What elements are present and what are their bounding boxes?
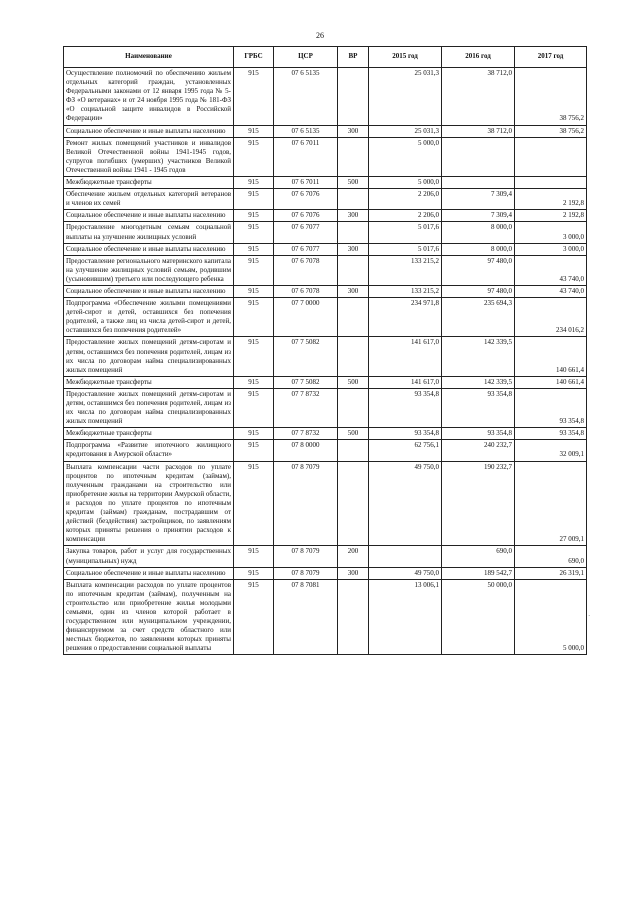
column-header-vr: ВР <box>338 47 369 68</box>
row-2015-cell: 5 017,6 <box>369 222 442 243</box>
row-grbs-cell: 915 <box>234 298 274 337</box>
row-2016-cell: 7 309,4 <box>442 189 515 210</box>
row-name-cell: Социальное обеспечение и иные выплаты населению <box>64 125 234 137</box>
row-csr-cell: 07 6 7078 <box>274 285 338 297</box>
row-2016-cell: 142 339,5 <box>442 376 515 388</box>
row-2015-cell: 62 756,1 <box>369 440 442 461</box>
page-number: 26 <box>316 31 324 40</box>
row-name-cell: Закупка товаров, работ и услуг для государственных (муниципальных) нужд <box>64 546 234 567</box>
row-2016-cell: 38 712,0 <box>442 68 515 126</box>
row-name-cell: Выплата компенсации расходов по уплате процентов по ипотечным кредитам (займам), полученным на строительство или приобретение жилья молодыми семьями, один из членов которой работает в государственном или муниципальном учреждении, финансируемом за счет средств областного или местных бюджетов, по заявлениям которых приняты решения о предоставлении социальной выплаты <box>64 579 234 655</box>
row-grbs-cell: 915 <box>234 189 274 210</box>
row-2017-cell: 2 192,8 <box>515 210 587 222</box>
row-2016-cell: 235 694,3 <box>442 298 515 337</box>
row-csr-cell: 07 6 7011 <box>274 137 338 176</box>
row-csr-cell: 07 7 8732 <box>274 428 338 440</box>
row-csr-cell: 07 6 7078 <box>274 255 338 285</box>
row-2017-cell: 140 661,4 <box>515 376 587 388</box>
row-name-cell: Подпрограмма «Развитие ипотечного жилищного кредитования в Амурской области» <box>64 440 234 461</box>
row-csr-cell: 07 6 7011 <box>274 177 338 189</box>
column-header-2016: 2016 год <box>442 47 515 68</box>
row-2017-cell: 93 354,8 <box>515 388 587 427</box>
row-2016-cell: 93 354,8 <box>442 428 515 440</box>
row-name-cell: Межбюджетные трансферты <box>64 177 234 189</box>
row-2016-cell: 190 232,7 <box>442 461 515 546</box>
row-vr-cell: 200 <box>338 546 369 567</box>
row-grbs-cell: 915 <box>234 137 274 176</box>
row-name-cell: Предоставление жилых помещений детям-сиротам и детям, оставшимся без попечения родителей, лицам из их числа по договорам найма специализированных жилых помещений <box>64 337 234 376</box>
row-2017-cell: 690,0 <box>515 546 587 567</box>
row-grbs-cell: 915 <box>234 428 274 440</box>
row-csr-cell: 07 7 0000 <box>274 298 338 337</box>
table-row <box>64 222 587 243</box>
row-2015-cell: 93 354,8 <box>369 388 442 427</box>
row-2017-cell: 5 000,0 <box>515 579 587 655</box>
row-2017-cell: 26 319,1 <box>515 567 587 579</box>
row-csr-cell: 07 6 5135 <box>274 125 338 137</box>
row-2015-cell: 133 215,2 <box>369 255 442 285</box>
row-vr-cell <box>338 579 369 655</box>
row-2015-cell: 5 017,6 <box>369 243 442 255</box>
row-grbs-cell: 915 <box>234 210 274 222</box>
row-vr-cell: 500 <box>338 428 369 440</box>
row-2017-cell: 93 354,8 <box>515 428 587 440</box>
margin-mark: · <box>588 612 591 620</box>
row-2016-cell: 50 000,0 <box>442 579 515 655</box>
row-vr-cell <box>338 68 369 126</box>
table-row <box>64 255 587 285</box>
row-csr-cell: 07 6 7077 <box>274 222 338 243</box>
row-2017-cell <box>515 177 587 189</box>
row-csr-cell: 07 7 8732 <box>274 388 338 427</box>
row-csr-cell: 07 8 7079 <box>274 567 338 579</box>
column-header-name: Наименование <box>64 47 234 68</box>
row-2016-cell <box>442 137 515 176</box>
row-2017-cell: 3 000,0 <box>515 243 587 255</box>
row-2015-cell: 2 206,0 <box>369 189 442 210</box>
row-csr-cell: 07 8 7081 <box>274 579 338 655</box>
row-grbs-cell: 915 <box>234 440 274 461</box>
row-csr-cell: 07 7 5082 <box>274 376 338 388</box>
row-2016-cell: 93 354,8 <box>442 388 515 427</box>
row-2015-cell <box>369 546 442 567</box>
row-2017-cell <box>515 137 587 176</box>
table-header-row <box>64 47 587 68</box>
row-2017-cell: 234 016,2 <box>515 298 587 337</box>
row-name-cell: Социальное обеспечение и иные выплаты населению <box>64 243 234 255</box>
table-row <box>64 567 587 579</box>
column-header-csr: ЦСР <box>274 47 338 68</box>
row-2017-cell: 27 009,1 <box>515 461 587 546</box>
row-grbs-cell: 915 <box>234 285 274 297</box>
table-row <box>64 388 587 427</box>
row-2017-cell: 43 740,0 <box>515 255 587 285</box>
row-2015-cell: 2 206,0 <box>369 210 442 222</box>
row-2017-cell: 38 756,2 <box>515 125 587 137</box>
row-grbs-cell: 915 <box>234 579 274 655</box>
row-2017-cell: 3 000,0 <box>515 222 587 243</box>
table-row <box>64 210 587 222</box>
row-2016-cell: 38 712,0 <box>442 125 515 137</box>
row-csr-cell: 07 6 5135 <box>274 68 338 126</box>
row-name-cell: Межбюджетные трансферты <box>64 376 234 388</box>
row-2016-cell: 97 480,0 <box>442 255 515 285</box>
row-name-cell: Социальное обеспечение и иные выплаты населению <box>64 210 234 222</box>
row-name-cell: Межбюджетные трансферты <box>64 428 234 440</box>
table-row <box>64 546 587 567</box>
row-name-cell: Предоставление регионального материнского капитала на улучшение жилищных условий семьям, родившим (усыновившим) третьего или последующего ребенка <box>64 255 234 285</box>
row-2015-cell: 234 971,8 <box>369 298 442 337</box>
table-row <box>64 125 587 137</box>
row-name-cell: Предоставление жилых помещений детям-сиротам и детям, оставшимся без попечения родителей, лицам из их числа по договорам найма специализированных жилых помещений <box>64 388 234 427</box>
row-vr-cell: 300 <box>338 125 369 137</box>
row-csr-cell: 07 8 7079 <box>274 546 338 567</box>
row-2016-cell: 7 309,4 <box>442 210 515 222</box>
row-2015-cell: 141 617,0 <box>369 376 442 388</box>
row-name-cell: Социальное обеспечение и иные выплаты населению <box>64 285 234 297</box>
row-vr-cell <box>338 298 369 337</box>
row-csr-cell: 07 6 7076 <box>274 210 338 222</box>
row-grbs-cell: 915 <box>234 567 274 579</box>
row-2015-cell: 25 031,3 <box>369 68 442 126</box>
table-row <box>64 440 587 461</box>
row-name-cell: Обеспечение жильем отдельных категорий ветеранов и членов их семей <box>64 189 234 210</box>
table-row <box>64 243 587 255</box>
row-vr-cell: 300 <box>338 285 369 297</box>
row-csr-cell: 07 8 7079 <box>274 461 338 546</box>
row-vr-cell: 300 <box>338 243 369 255</box>
row-grbs-cell: 915 <box>234 376 274 388</box>
table-row <box>64 579 587 655</box>
row-vr-cell <box>338 137 369 176</box>
table-row <box>64 298 587 337</box>
row-2016-cell: 142 339,5 <box>442 337 515 376</box>
row-name-cell: Социальное обеспечение и иные выплаты населению <box>64 567 234 579</box>
row-vr-cell: 500 <box>338 177 369 189</box>
table-row <box>64 428 587 440</box>
row-name-cell: Выплата компенсации части расходов по уплате процентов по ипотечным кредитам (займам), полученным гражданами на строительство или приобретение жилья на территории Амурской области, и расходов по уплате процентов по ипотечным кредитам (займам) гражданам, пострадавшим от действий (бездействия) застройщиков, по заявлениям которых приняты решения о принятии расходов к компенсации <box>64 461 234 546</box>
row-2015-cell: 5 000,0 <box>369 177 442 189</box>
row-name-cell: Предоставление многодетным семьям социальной выплаты на улучшение жилищных условий <box>64 222 234 243</box>
row-2016-cell: 8 000,0 <box>442 243 515 255</box>
table-row <box>64 137 587 176</box>
row-2015-cell: 141 617,0 <box>369 337 442 376</box>
table-row <box>64 177 587 189</box>
row-vr-cell: 300 <box>338 210 369 222</box>
row-2016-cell: 8 000,0 <box>442 222 515 243</box>
row-name-cell: Осуществление полномочий по обеспечению жильем отдельных категорий граждан, установленных Федеральными законами от 12 января 1995 года № 5-ФЗ «О ветеранах» и от 24 ноября 1995 года № 181-ФЗ «О социальной защите инвалидов в Российской Федерации» <box>64 68 234 126</box>
row-grbs-cell: 915 <box>234 125 274 137</box>
row-grbs-cell: 915 <box>234 461 274 546</box>
row-csr-cell: 07 6 7077 <box>274 243 338 255</box>
row-grbs-cell: 915 <box>234 222 274 243</box>
row-2015-cell: 133 215,2 <box>369 285 442 297</box>
table-row <box>64 189 587 210</box>
table-row <box>64 376 587 388</box>
row-vr-cell <box>338 255 369 285</box>
budget-table <box>63 46 587 655</box>
table-row <box>64 285 587 297</box>
row-grbs-cell: 915 <box>234 243 274 255</box>
row-vr-cell <box>338 222 369 243</box>
row-vr-cell <box>338 388 369 427</box>
row-2015-cell: 93 354,8 <box>369 428 442 440</box>
row-2017-cell: 140 661,4 <box>515 337 587 376</box>
column-header-grbs: ГРБС <box>234 47 274 68</box>
row-grbs-cell: 915 <box>234 337 274 376</box>
row-grbs-cell: 915 <box>234 68 274 126</box>
row-grbs-cell: 915 <box>234 177 274 189</box>
row-2017-cell: 32 009,1 <box>515 440 587 461</box>
row-2015-cell: 49 750,0 <box>369 567 442 579</box>
row-csr-cell: 07 7 5082 <box>274 337 338 376</box>
row-2015-cell: 49 750,0 <box>369 461 442 546</box>
row-vr-cell: 300 <box>338 567 369 579</box>
row-2016-cell: 189 542,7 <box>442 567 515 579</box>
row-2016-cell: 240 232,7 <box>442 440 515 461</box>
row-2017-cell: 2 192,8 <box>515 189 587 210</box>
row-vr-cell: 500 <box>338 376 369 388</box>
row-2016-cell <box>442 177 515 189</box>
row-2017-cell: 38 756,2 <box>515 68 587 126</box>
row-csr-cell: 07 6 7076 <box>274 189 338 210</box>
row-2016-cell: 690,0 <box>442 546 515 567</box>
row-vr-cell <box>338 337 369 376</box>
row-name-cell: Ремонт жилых помещений участников и инвалидов Великой Отечественной войны 1941-1945 годов, супругов погибших (умерших) участников Великой Отечественной войны 1941 - 1945 годов <box>64 137 234 176</box>
row-grbs-cell: 915 <box>234 388 274 427</box>
row-vr-cell <box>338 189 369 210</box>
row-2017-cell: 43 740,0 <box>515 285 587 297</box>
table-row <box>64 461 587 546</box>
table-row <box>64 337 587 376</box>
row-vr-cell <box>338 461 369 546</box>
row-csr-cell: 07 8 0000 <box>274 440 338 461</box>
row-2015-cell: 13 006,1 <box>369 579 442 655</box>
column-header-2015: 2015 год <box>369 47 442 68</box>
row-2015-cell: 5 000,0 <box>369 137 442 176</box>
row-grbs-cell: 915 <box>234 255 274 285</box>
column-header-2017: 2017 год <box>515 47 587 68</box>
row-2015-cell: 25 031,3 <box>369 125 442 137</box>
row-grbs-cell: 915 <box>234 546 274 567</box>
row-name-cell: Подпрограмма «Обеспечение жилыми помещениями детей-сирот и детей, оставшихся без попечения родителей, а также лиц из числа детей-сирот и детей, оставшихся без попечения родителей» <box>64 298 234 337</box>
row-2016-cell: 97 480,0 <box>442 285 515 297</box>
row-vr-cell <box>338 440 369 461</box>
table-row <box>64 68 587 126</box>
